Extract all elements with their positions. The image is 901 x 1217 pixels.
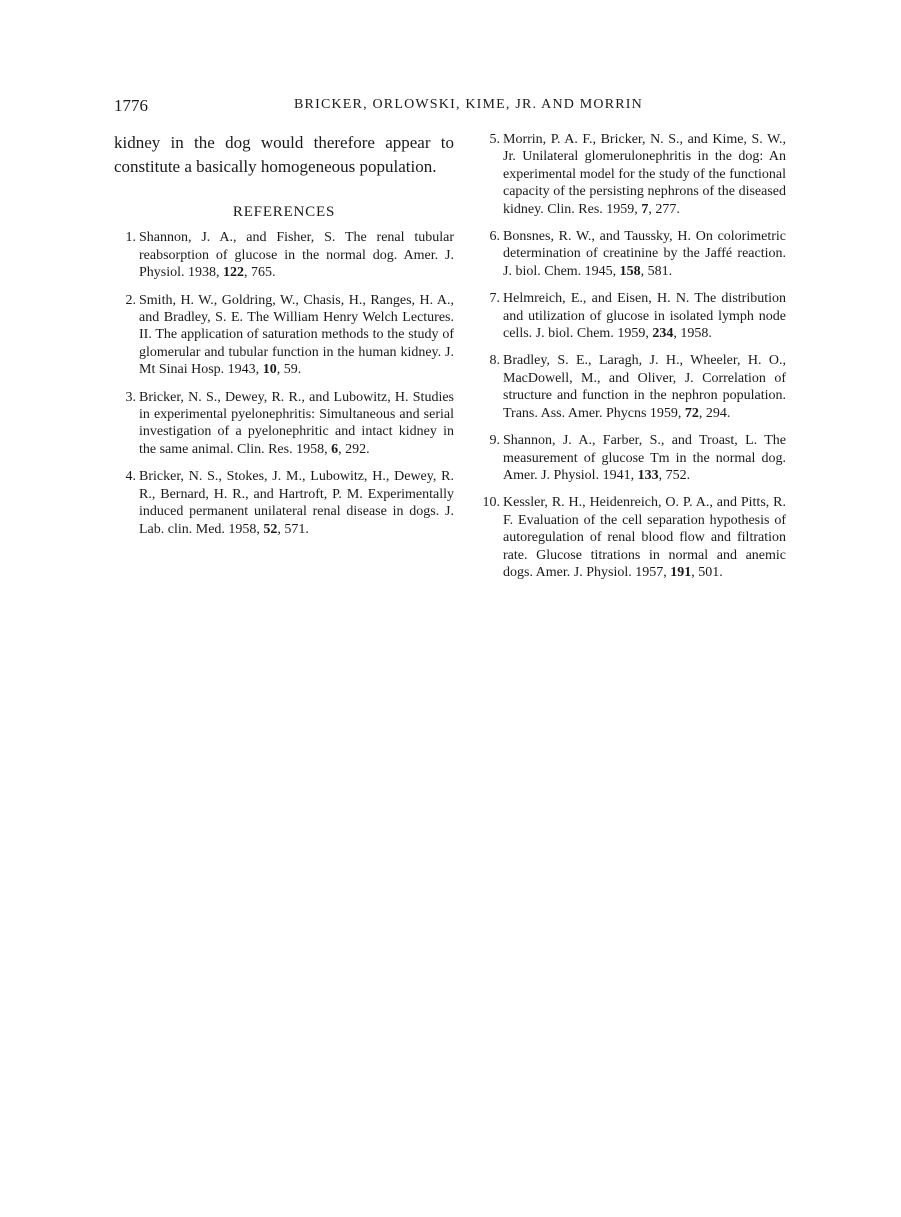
reference-text: Bonsnes, R. W., and Taussky, H. On colorimetric determination of creatinine by the Jaffé reaction. J. biol. Chem. 1945, 158, 581. bbox=[503, 229, 786, 279]
reference-text: Morrin, P. A. F., Bricker, N. S., and Kime, S. W., Jr. Unilateral glomerulonephritis in the dog: An experimental model for the study of the functional capacity of the persisting nephrons of the diseased kidney. Clin. Res. 1959, 7, 277. bbox=[503, 132, 786, 217]
reference-text: Bricker, N. S., Stokes, J. M., Lubowitz, H., Dewey, R. R., Bernard, H. R., and Hartroft, P. M. Experimentally induced permanent unilateral renal disease in dogs. J. Lab. clin. Med. 1958, 52, 571. bbox=[139, 469, 454, 537]
right-column bbox=[478, 131, 786, 591]
reference-text: Kessler, R. H., Heidenreich, O. P. A., and Pitts, R. F. Evaluation of the cell separation hypothesis of autoregulation of renal blood flow and filtration rate. Glucose titrations in normal and anemic dogs. Amer. J. Physiol. 1957, 191, 501. bbox=[503, 495, 786, 580]
reference-volume: 72 bbox=[684, 405, 699, 421]
reference-volume: 6 bbox=[331, 441, 339, 457]
page-header bbox=[114, 96, 786, 118]
reference-number: 7. bbox=[489, 291, 500, 307]
reference-number: 6. bbox=[489, 229, 500, 245]
reference-list-right bbox=[478, 131, 786, 581]
reference-volume: 234 bbox=[652, 326, 674, 342]
reference-volume: 10 bbox=[262, 362, 277, 378]
reference-number: 1. bbox=[125, 230, 136, 246]
reference-item bbox=[478, 432, 786, 484]
continuation-text: kidney in the dog would therefore appear to constitute a basically homogeneous population. bbox=[114, 133, 454, 176]
reference-number: 5. bbox=[489, 132, 500, 147]
reference-item bbox=[478, 494, 786, 581]
reference-item bbox=[114, 389, 454, 459]
reference-item bbox=[114, 229, 454, 281]
reference-number: 9. bbox=[489, 433, 500, 449]
reference-text: Shannon, J. A., Farber, S., and Troast, L. The measurement of glucose Tm in the normal dog. Amer. J. Physiol. 1941, 133, 752. bbox=[503, 433, 786, 483]
reference-item bbox=[114, 292, 454, 379]
reference-text: Helmreich, E., and Eisen, H. N. The distribution and utilization of glucose in isolated lymph node cells. J. biol. Chem. 1959, 234, 1958. bbox=[503, 291, 786, 342]
running-head: BRICKER, ORLOWSKI, KIME, JR. AND MORRIN bbox=[294, 97, 643, 112]
reference-number: 4. bbox=[125, 469, 136, 485]
reference-text: Bradley, S. E., Laragh, J. H., Wheeler, H. O., MacDowell, M., and Oliver, J. Correlation of structure and function in the nephron population. Trans. Ass. Amer. Phycns 1959, 72, 294. bbox=[503, 353, 786, 421]
reference-item bbox=[114, 468, 454, 538]
reference-item bbox=[478, 228, 786, 280]
reference-volume: 133 bbox=[637, 467, 659, 483]
reference-number: 2. bbox=[125, 292, 136, 308]
reference-number: 10. bbox=[482, 495, 500, 511]
reference-number: 3. bbox=[125, 389, 136, 405]
reference-item bbox=[478, 352, 786, 422]
references-heading: REFERENCES bbox=[232, 204, 336, 220]
reference-item bbox=[478, 290, 786, 342]
reference-volume: 52 bbox=[263, 521, 278, 537]
reference-volume: 122 bbox=[223, 265, 245, 281]
reference-volume: 191 bbox=[670, 564, 692, 580]
reference-item bbox=[478, 131, 786, 218]
reference-number: 8. bbox=[489, 353, 500, 369]
reference-volume: 7 bbox=[641, 201, 649, 217]
reference-text: Smith, H. W., Goldring, W., Chasis, H., Ranges, H. A., and Bradley, S. E. The William Henry Welch Lectures. II. The application of saturation methods to the study of glomerular and tubular function in the human kidney. J. Mt Sinai Hosp. 1943, 10, 59. bbox=[139, 292, 454, 378]
reference-text: Shannon, J. A., and Fisher, S. The renal tubular reabsorption of glucose in the normal dog. Amer. J. Physiol. 1938, 122, 765. bbox=[139, 230, 454, 281]
reference-volume: 158 bbox=[619, 263, 641, 279]
reference-text: Bricker, N. S., Dewey, R. R., and Lubowitz, H. Studies in experimental pyelonephritis: Simultaneous and serial investigation of a pyelonephritic and intact kidney in the same animal. Clin. Res. 1958, 6, 292. bbox=[139, 389, 454, 457]
page-number: 1776 bbox=[114, 96, 148, 115]
reference-list-left bbox=[114, 229, 454, 538]
left-column bbox=[114, 131, 454, 548]
